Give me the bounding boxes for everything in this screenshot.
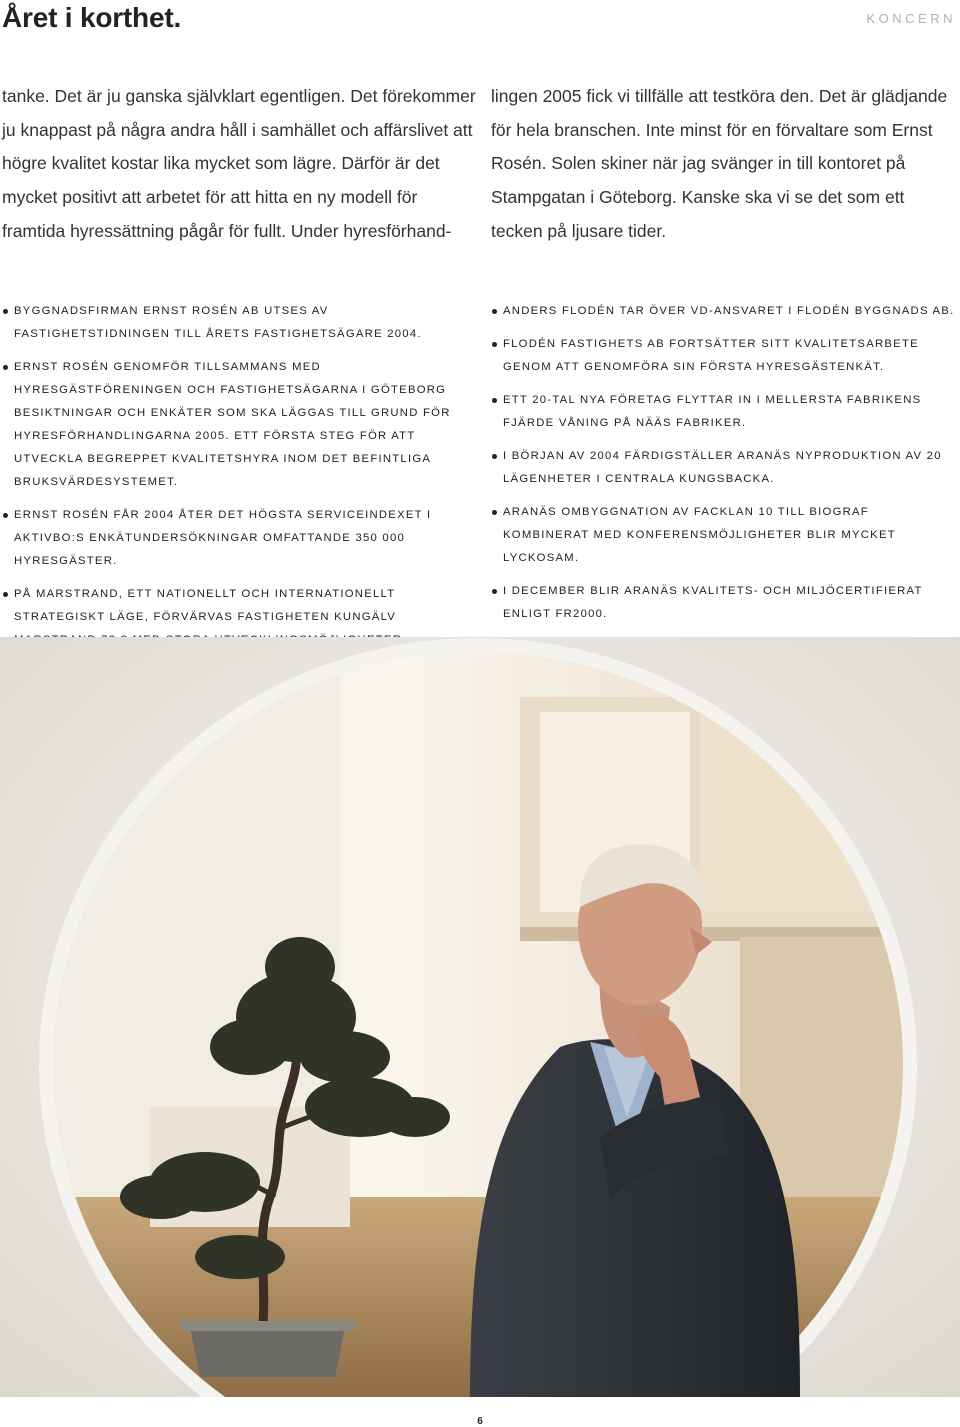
list-item: ETT 20-TAL NYA FÖRETAG FLYTTAR IN I MELLERSTA FABRIKENS FJÄRDE VÅNING PÅ NÄÄS FABRIKER. <box>491 389 959 435</box>
facts-list-left <box>2 300 480 662</box>
intro-text-right: lingen 2005 fick vi tillfälle att testköra den. Det är glädjande för hela branschen. Inte minst för en förvaltare som Ernst Rosén. Solen skiner när jag svänger in till kontoret på Stampgatan i Göteborg. Kanske ska vi se det som ett tecken på ljusare tider. <box>491 86 948 241</box>
facts-list-right <box>491 300 959 636</box>
list-item: FLODÉN FASTIGHETS AB FORTSÄTTER SITT KVALITETSARBETE GENOM ATT GENOMFÖRA SIN FÖRSTA HYRESGÄSTENKÄT. <box>491 333 959 379</box>
page-number: 6 <box>477 1416 483 1427</box>
page-title: Året i korthet. <box>2 2 182 33</box>
list-item: ARANÄS OMBYGGNATION AV FACKLAN 10 TILL BIOGRAF KOMBINERAT MED KONFERENSMÖJLIGHETER BLIR MYCKET LYCKOSAM. <box>491 501 959 570</box>
intro-text-left: tanke. Det är ju ganska självklart egentligen. Det förekommer ju knappast på några andra håll i samhället och affärslivet att högre kvalitet kostar lika mycket som lägre. Därför är det mycket positivt att arbetet för att hitta en ny modell för framtida hyressättning pågår för fullt. Under hyresförhand- <box>2 86 476 241</box>
list-item: I DECEMBER BLIR ARANÄS KVALITETS- OCH MILJÖCERTIFIERAT ENLIGT FR2000. <box>491 580 959 626</box>
list-item: BYGGNADSFIRMAN ERNST ROSÉN AB UTSES AV FASTIGHETSTIDNINGEN TILL ÅRETS FASTIGHETSÄGARE 2004. <box>2 300 480 346</box>
list-item: ERNST ROSÉN FÅR 2004 ÅTER DET HÖGSTA SERVICEINDEXET I AKTIVBO:S ENKÄTUNDERSÖKNINGAR OMFATTANDE 350 000 HYRESGÄSTER. <box>2 504 480 573</box>
portrait-photo <box>0 637 960 1397</box>
list-item: ANDERS FLODÉN TAR ÖVER VD-ANSVARET I FLODÉN BYGGNADS AB. <box>491 300 959 323</box>
list-item: I BÖRJAN AV 2004 FÄRDIGSTÄLLER ARANÄS NYPRODUKTION AV 20 LÄGENHETER I CENTRALA KUNGSBACKA. <box>491 445 959 491</box>
list-item: ERNST ROSÉN GENOMFÖR TILLSAMMANS MED HYRESGÄSTFÖRENINGEN OCH FASTIGHETSÄGARNA I GÖTEBORG BESIKTNINGAR OCH ENKÄTER SOM SKA LÄGGAS TILL GRUND FÖR HYRESFÖRHANDLINGARNA 2005. ETT FÖRSTA STEG FÖR ATT UTVECKLA BEGREPPET KVALITETSHYRA INOM DET BEFINTLIGA BRUKSVÄRDESYSTEMET. <box>2 356 480 494</box>
list-item: PÅ MARSTRAND, ETT NATIONELLT OCH INTERNATIONELLT STRATEGISKT LÄGE, FÖRVÄRVAS FASTIGHETEN KUNGÄLV <box>2 583 480 652</box>
section-label: KONCERN <box>866 11 956 26</box>
